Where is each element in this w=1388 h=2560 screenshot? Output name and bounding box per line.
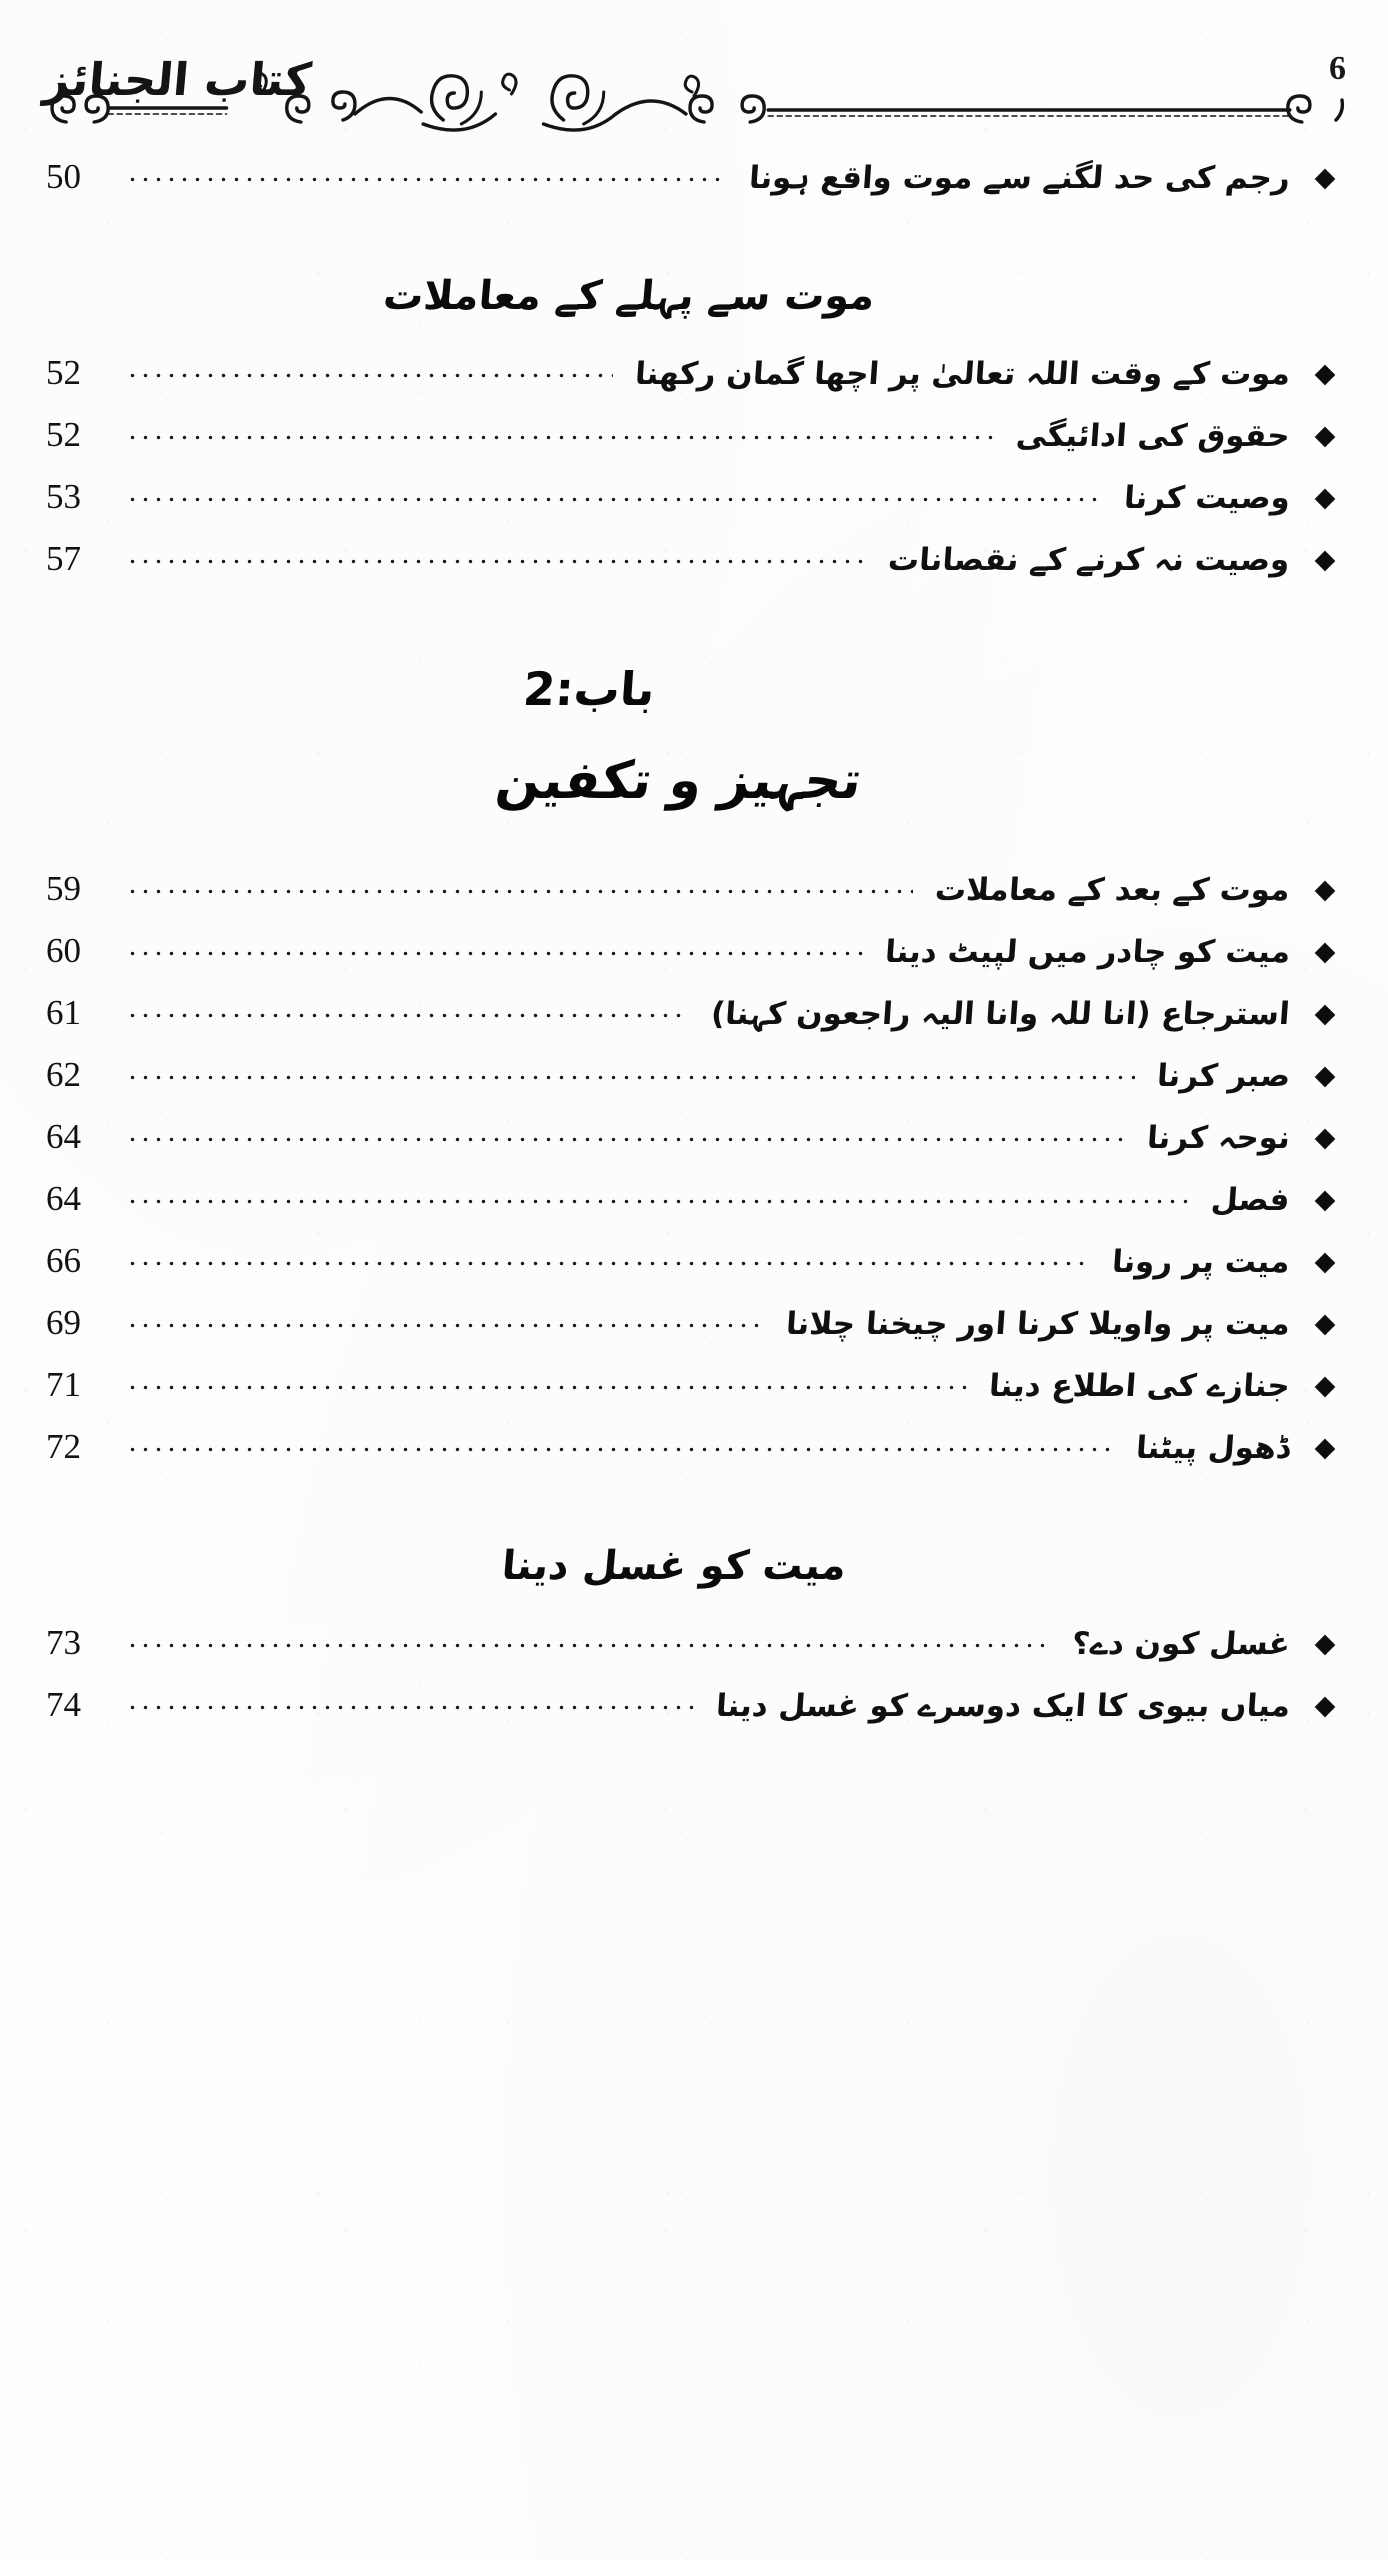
- toc-entry[interactable]: [46, 1364, 1342, 1420]
- toc-entry-title: حقوق کی ادائیگی: [1015, 418, 1292, 454]
- toc-entry-page-number: 69: [46, 1303, 81, 1342]
- diamond-bullet-icon: ◆: [1314, 1184, 1336, 1215]
- diamond-bullet-icon: ◆: [1314, 1432, 1336, 1463]
- section-heading: میت کو غسل دینا: [499, 1543, 849, 1589]
- dot-leader: [126, 1070, 1135, 1086]
- toc-entry-title: رجم کی حد لگنے سے موت واقع ہونا: [747, 160, 1292, 196]
- dot-leader: [126, 1008, 689, 1024]
- diamond-bullet-icon: ◆: [1314, 482, 1336, 513]
- diamond-bullet-icon: ◆: [1314, 358, 1336, 389]
- dot-leader: [126, 1700, 694, 1716]
- toc-entry[interactable]: [46, 1426, 1342, 1482]
- toc-entry-page-number: 74: [46, 1685, 81, 1724]
- toc-entry-page-number: 72: [46, 1427, 81, 1466]
- toc-entry-title: نوحہ کرنا: [1145, 1120, 1292, 1156]
- diamond-bullet-icon: ◆: [1314, 936, 1336, 967]
- toc-entry[interactable]: [46, 1622, 1342, 1678]
- diamond-bullet-icon: ◆: [1314, 998, 1336, 1029]
- toc-entry-title: جنازے کی اطلاع دینا: [987, 1368, 1292, 1404]
- page-header: [42, 0, 1346, 150]
- vertical-spacer: [46, 1596, 1342, 1622]
- vertical-spacer: [46, 326, 1342, 352]
- diamond-bullet-icon: ◆: [1314, 874, 1336, 905]
- toc-entry-page-number: 66: [46, 1241, 81, 1280]
- diamond-bullet-icon: ◆: [1314, 1246, 1336, 1277]
- toc-entry-title: موت کے وقت اللہ تعالیٰ پر اچھا گمان رکھنا: [633, 356, 1292, 392]
- toc-entry-page-number: 64: [46, 1117, 81, 1156]
- dot-leader: [126, 1132, 1125, 1148]
- diamond-bullet-icon: ◆: [1314, 162, 1336, 193]
- toc-entry-title: ڈھول پیٹنا: [1135, 1430, 1292, 1466]
- toc-entry-page-number: 62: [46, 1055, 81, 1094]
- dot-leader: [126, 1194, 1189, 1210]
- toc-entry-title: وصیت نہ کرنے کے نقصانات: [887, 542, 1292, 578]
- toc-entry-title: غسل کون دے؟: [1070, 1626, 1292, 1662]
- toc-entry[interactable]: [46, 992, 1342, 1048]
- toc-entry-title: وصیت کرنا: [1122, 480, 1292, 516]
- toc-entry[interactable]: [46, 1054, 1342, 1110]
- toc-entry-title: فصل: [1210, 1182, 1292, 1218]
- dot-leader: [126, 1318, 764, 1334]
- toc-entry-title: میت پر واویلا کرنا اور چیخنا چلانا: [784, 1306, 1292, 1342]
- toc-entry-title: موت کے بعد کے معاملات: [934, 872, 1292, 908]
- toc-entry-page-number: 52: [46, 415, 81, 454]
- section-heading: موت سے پہلے کے معاملات: [381, 273, 877, 319]
- toc-entry-title: میت پر رونا: [1111, 1244, 1292, 1280]
- toc-entry[interactable]: [46, 414, 1342, 470]
- toc-entry-title: صبر کرنا: [1155, 1058, 1292, 1094]
- diamond-bullet-icon: ◆: [1314, 420, 1336, 451]
- toc-entry[interactable]: [46, 538, 1342, 594]
- toc-entry-title: میت کو چادر میں لپیٹ دینا: [883, 934, 1292, 970]
- table-of-contents: [46, 150, 1342, 1740]
- dot-leader: [126, 554, 866, 570]
- chapter-number: باب:2: [521, 662, 657, 716]
- toc-entry[interactable]: [46, 1116, 1342, 1172]
- vertical-spacer: [46, 716, 1342, 742]
- dot-leader: [126, 1638, 1050, 1654]
- dot-leader: [126, 1380, 967, 1396]
- toc-entry-page-number: 73: [46, 1623, 81, 1662]
- toc-entry[interactable]: [46, 1302, 1342, 1358]
- toc-entry-title: میاں بیوی کا ایک دوسرے کو غسل دینا: [714, 1688, 1292, 1724]
- diamond-bullet-icon: ◆: [1314, 1308, 1336, 1339]
- toc-entry-page-number: 59: [46, 869, 81, 908]
- toc-entry-page-number: 52: [46, 353, 81, 392]
- dot-leader: [126, 946, 863, 962]
- chapter-title: تجہیز و تکفین: [492, 751, 866, 811]
- toc-entry-page-number: 61: [46, 993, 81, 1032]
- diamond-bullet-icon: ◆: [1314, 1060, 1336, 1091]
- folio-page-number: 6: [1329, 50, 1346, 87]
- toc-entry-page-number: 60: [46, 931, 81, 970]
- dot-leader: [126, 172, 727, 188]
- toc-entry-page-number: 50: [46, 157, 81, 196]
- diamond-bullet-icon: ◆: [1314, 1370, 1336, 1401]
- dot-leader: [126, 884, 913, 900]
- dot-leader: [126, 1256, 1090, 1272]
- toc-entry[interactable]: [46, 1178, 1342, 1234]
- toc-entry-title: استرجاع (انا للہ وانا الیہ راجعون کہنا): [710, 996, 1292, 1032]
- toc-entry[interactable]: [46, 352, 1342, 408]
- dot-leader: [126, 430, 994, 446]
- toc-entry-page-number: 53: [46, 477, 81, 516]
- running-head-book-title: کتاب الجنائز: [41, 53, 314, 106]
- toc-entry-page-number: 71: [46, 1365, 81, 1404]
- diamond-bullet-icon: ◆: [1314, 1690, 1336, 1721]
- dot-leader: [126, 368, 613, 384]
- diamond-bullet-icon: ◆: [1314, 544, 1336, 575]
- dot-leader: [126, 492, 1102, 508]
- toc-entry[interactable]: [46, 1240, 1342, 1296]
- vertical-spacer: [46, 218, 1342, 266]
- vertical-spacer: [46, 600, 1342, 662]
- diamond-bullet-icon: ◆: [1314, 1628, 1336, 1659]
- toc-entry[interactable]: [46, 868, 1342, 924]
- toc-entry[interactable]: [46, 930, 1342, 986]
- toc-entry[interactable]: [46, 156, 1342, 212]
- dot-leader: [126, 1442, 1114, 1458]
- toc-entry-page-number: 64: [46, 1179, 81, 1218]
- vertical-spacer: [46, 820, 1342, 868]
- toc-entry[interactable]: [46, 1684, 1342, 1740]
- diamond-bullet-icon: ◆: [1314, 1122, 1336, 1153]
- toc-entry[interactable]: [46, 476, 1342, 532]
- vertical-spacer: [46, 1488, 1342, 1536]
- toc-entry-page-number: 57: [46, 539, 81, 578]
